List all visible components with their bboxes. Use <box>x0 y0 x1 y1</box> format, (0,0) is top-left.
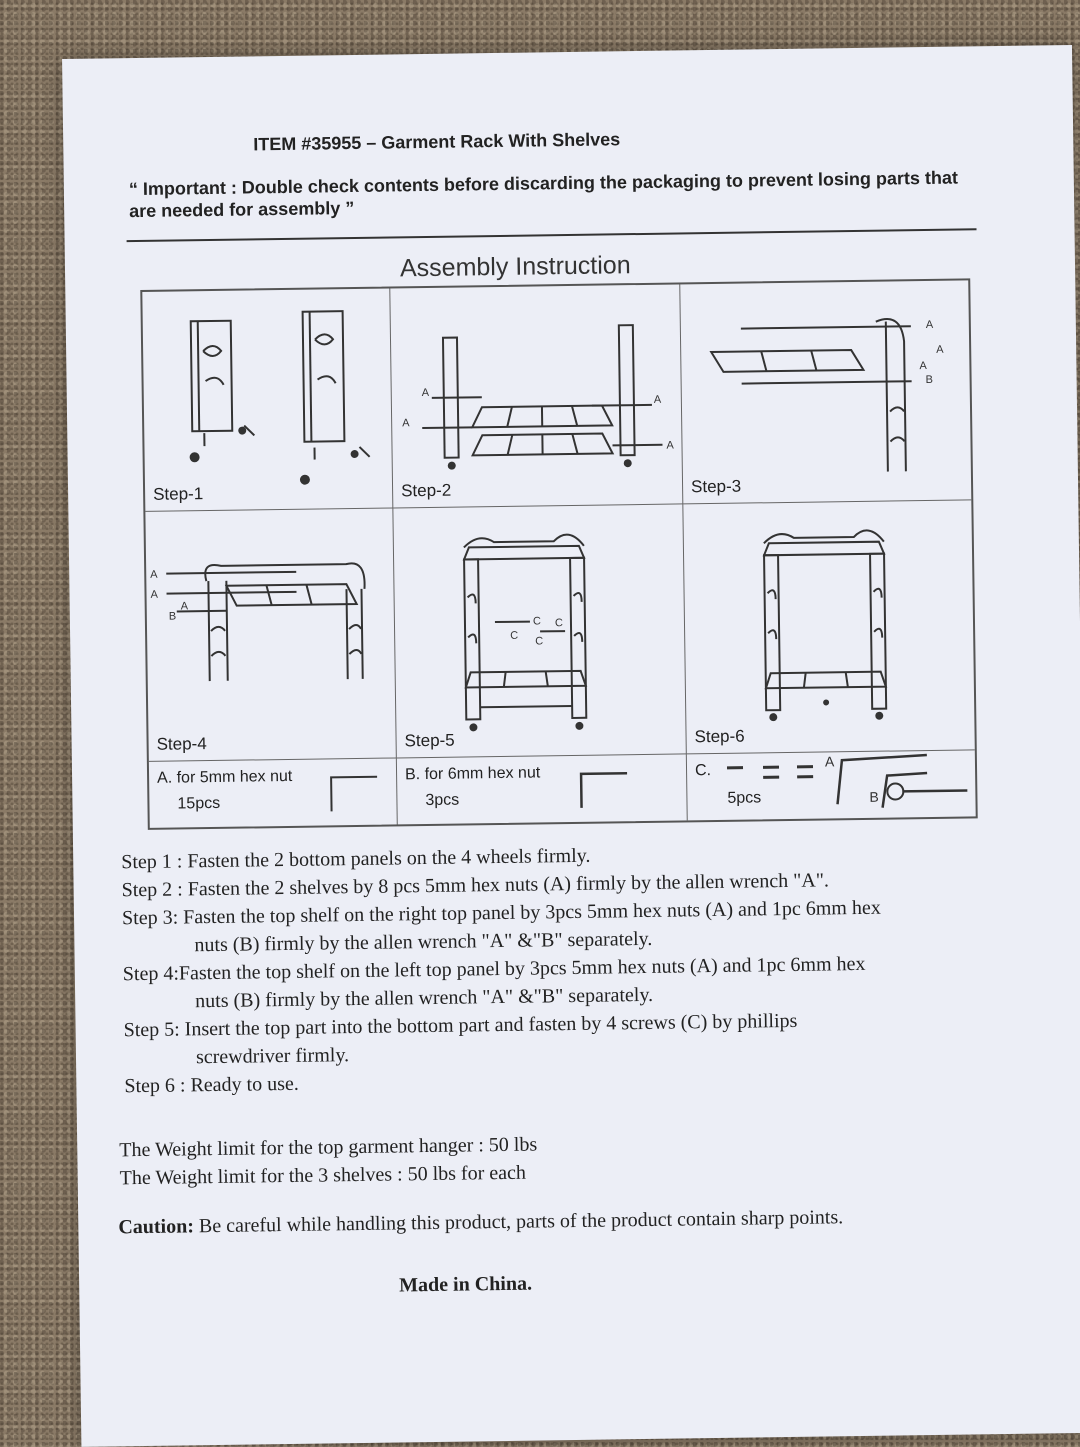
step-1-label: Step-1 <box>153 484 203 505</box>
callout-c: C <box>535 635 543 647</box>
instruction-step-3-cont: nuts (B) firmly by the allen wrench "A" &"B" separately. <box>122 919 1042 960</box>
part-b-cell <box>397 754 688 824</box>
callout-c: C <box>555 617 563 629</box>
step-3-cell <box>680 280 971 504</box>
callout-a: A <box>150 589 158 601</box>
screws-and-tools-icon <box>697 750 976 812</box>
step-2-cell <box>390 284 683 508</box>
callout-a: A <box>150 569 158 581</box>
step-5-cell <box>393 504 686 758</box>
callout-a: A <box>654 394 662 406</box>
allen-key-icon <box>575 763 636 814</box>
callout-a: A <box>936 344 944 356</box>
assembly-title: Assembly Instruction <box>400 251 631 283</box>
instruction-step-1: Step 1 : Fasten the 2 bottom panels on the 4 wheels firmly. <box>121 835 1041 876</box>
part-b-qty: 3pcs <box>425 792 459 810</box>
callout-a: A <box>181 600 189 612</box>
caution-label: Caution: <box>118 1215 194 1238</box>
step-2-label: Step-2 <box>401 481 451 502</box>
weight-limit-garment: The Weight limit for the top garment hanger : 50 lbs <box>119 1131 537 1165</box>
divider <box>127 228 977 242</box>
instruction-step-5: Step 5: Insert the top part into the bottom part and fasten by 4 screws (C) by phillips <box>123 1003 1043 1044</box>
instruction-step-4-cont: nuts (B) firmly by the allen wrench "A" &"B" separately. <box>123 975 1043 1016</box>
assembly-diagram-grid <box>140 278 977 830</box>
callout-a: A <box>422 387 430 399</box>
step-3-label: Step-3 <box>691 477 741 498</box>
step-2-illustration <box>390 284 683 508</box>
made-in-label: Made in China. <box>399 1273 532 1298</box>
callout-c: C <box>510 630 518 642</box>
part-b-label: B. for 6mm hex nut <box>405 764 540 784</box>
part-a-label: A. for 5mm hex nut <box>157 768 292 788</box>
part-c-cell <box>687 750 976 820</box>
step-3-illustration <box>680 280 971 504</box>
weight-limits <box>119 1131 538 1193</box>
callout-b: B <box>169 611 177 623</box>
instructions-list <box>121 835 1044 1100</box>
callout-a: A <box>926 319 934 331</box>
instruction-step-5-cont: screwdriver firmly. <box>124 1031 1044 1072</box>
part-a-qty: 15pcs <box>177 795 220 814</box>
tool-a-label: A <box>825 753 835 769</box>
step-6-label: Step-6 <box>694 727 744 748</box>
instruction-step-3: Step 3: Fasten the top shelf on the right top panel by 3pcs 5mm hex nuts (A) and 1pc 6mm hex <box>122 891 1042 932</box>
part-c-qty: 5pcs <box>727 789 761 807</box>
callout-a: A <box>402 417 410 429</box>
instruction-step-4: Step 4:Fasten the top shelf on the left top panel by 3pcs 5mm hex nuts (A) and 1pc 6mm hex <box>123 947 1043 988</box>
tool-b-label: B <box>869 789 879 805</box>
step-5-label: Step-5 <box>404 731 454 752</box>
caution-note <box>118 1206 843 1239</box>
weight-limit-shelves: The Weight limit for the 3 shelves : 50 lbs for each <box>119 1159 537 1193</box>
allen-key-icon <box>327 767 388 818</box>
step-1-cell <box>142 288 393 511</box>
step-1-illustration <box>142 288 393 511</box>
step-4-illustration <box>145 508 396 761</box>
item-title: ITEM #35955 – Garment Rack With Shelves <box>253 129 620 155</box>
important-note: “ Important : Double check contents before discarding the packaging to prevent losing parts that are needed for assembly ” <box>129 166 990 222</box>
callout-a: A <box>666 440 674 452</box>
instruction-sheet <box>62 45 1080 1447</box>
step-6-illustration <box>683 500 974 754</box>
instruction-step-6: Step 6 : Ready to use. <box>124 1059 1044 1100</box>
step-6-cell <box>683 500 974 754</box>
step-4-cell <box>145 508 396 761</box>
step-5-illustration <box>393 504 686 758</box>
part-a-cell <box>149 758 398 827</box>
part-c-label: C. <box>695 762 711 780</box>
caution-text: Be careful while handling this product, parts of the product contain sharp points. <box>194 1206 844 1237</box>
callout-c: C <box>533 615 541 627</box>
callout-b: B <box>926 374 934 386</box>
callout-a: A <box>919 360 927 372</box>
step-4-label: Step-4 <box>156 734 206 755</box>
instruction-step-2: Step 2 : Fasten the 2 shelves by 8 pcs 5mm hex nuts (A) firmly by the allen wrench "A". <box>121 863 1041 904</box>
